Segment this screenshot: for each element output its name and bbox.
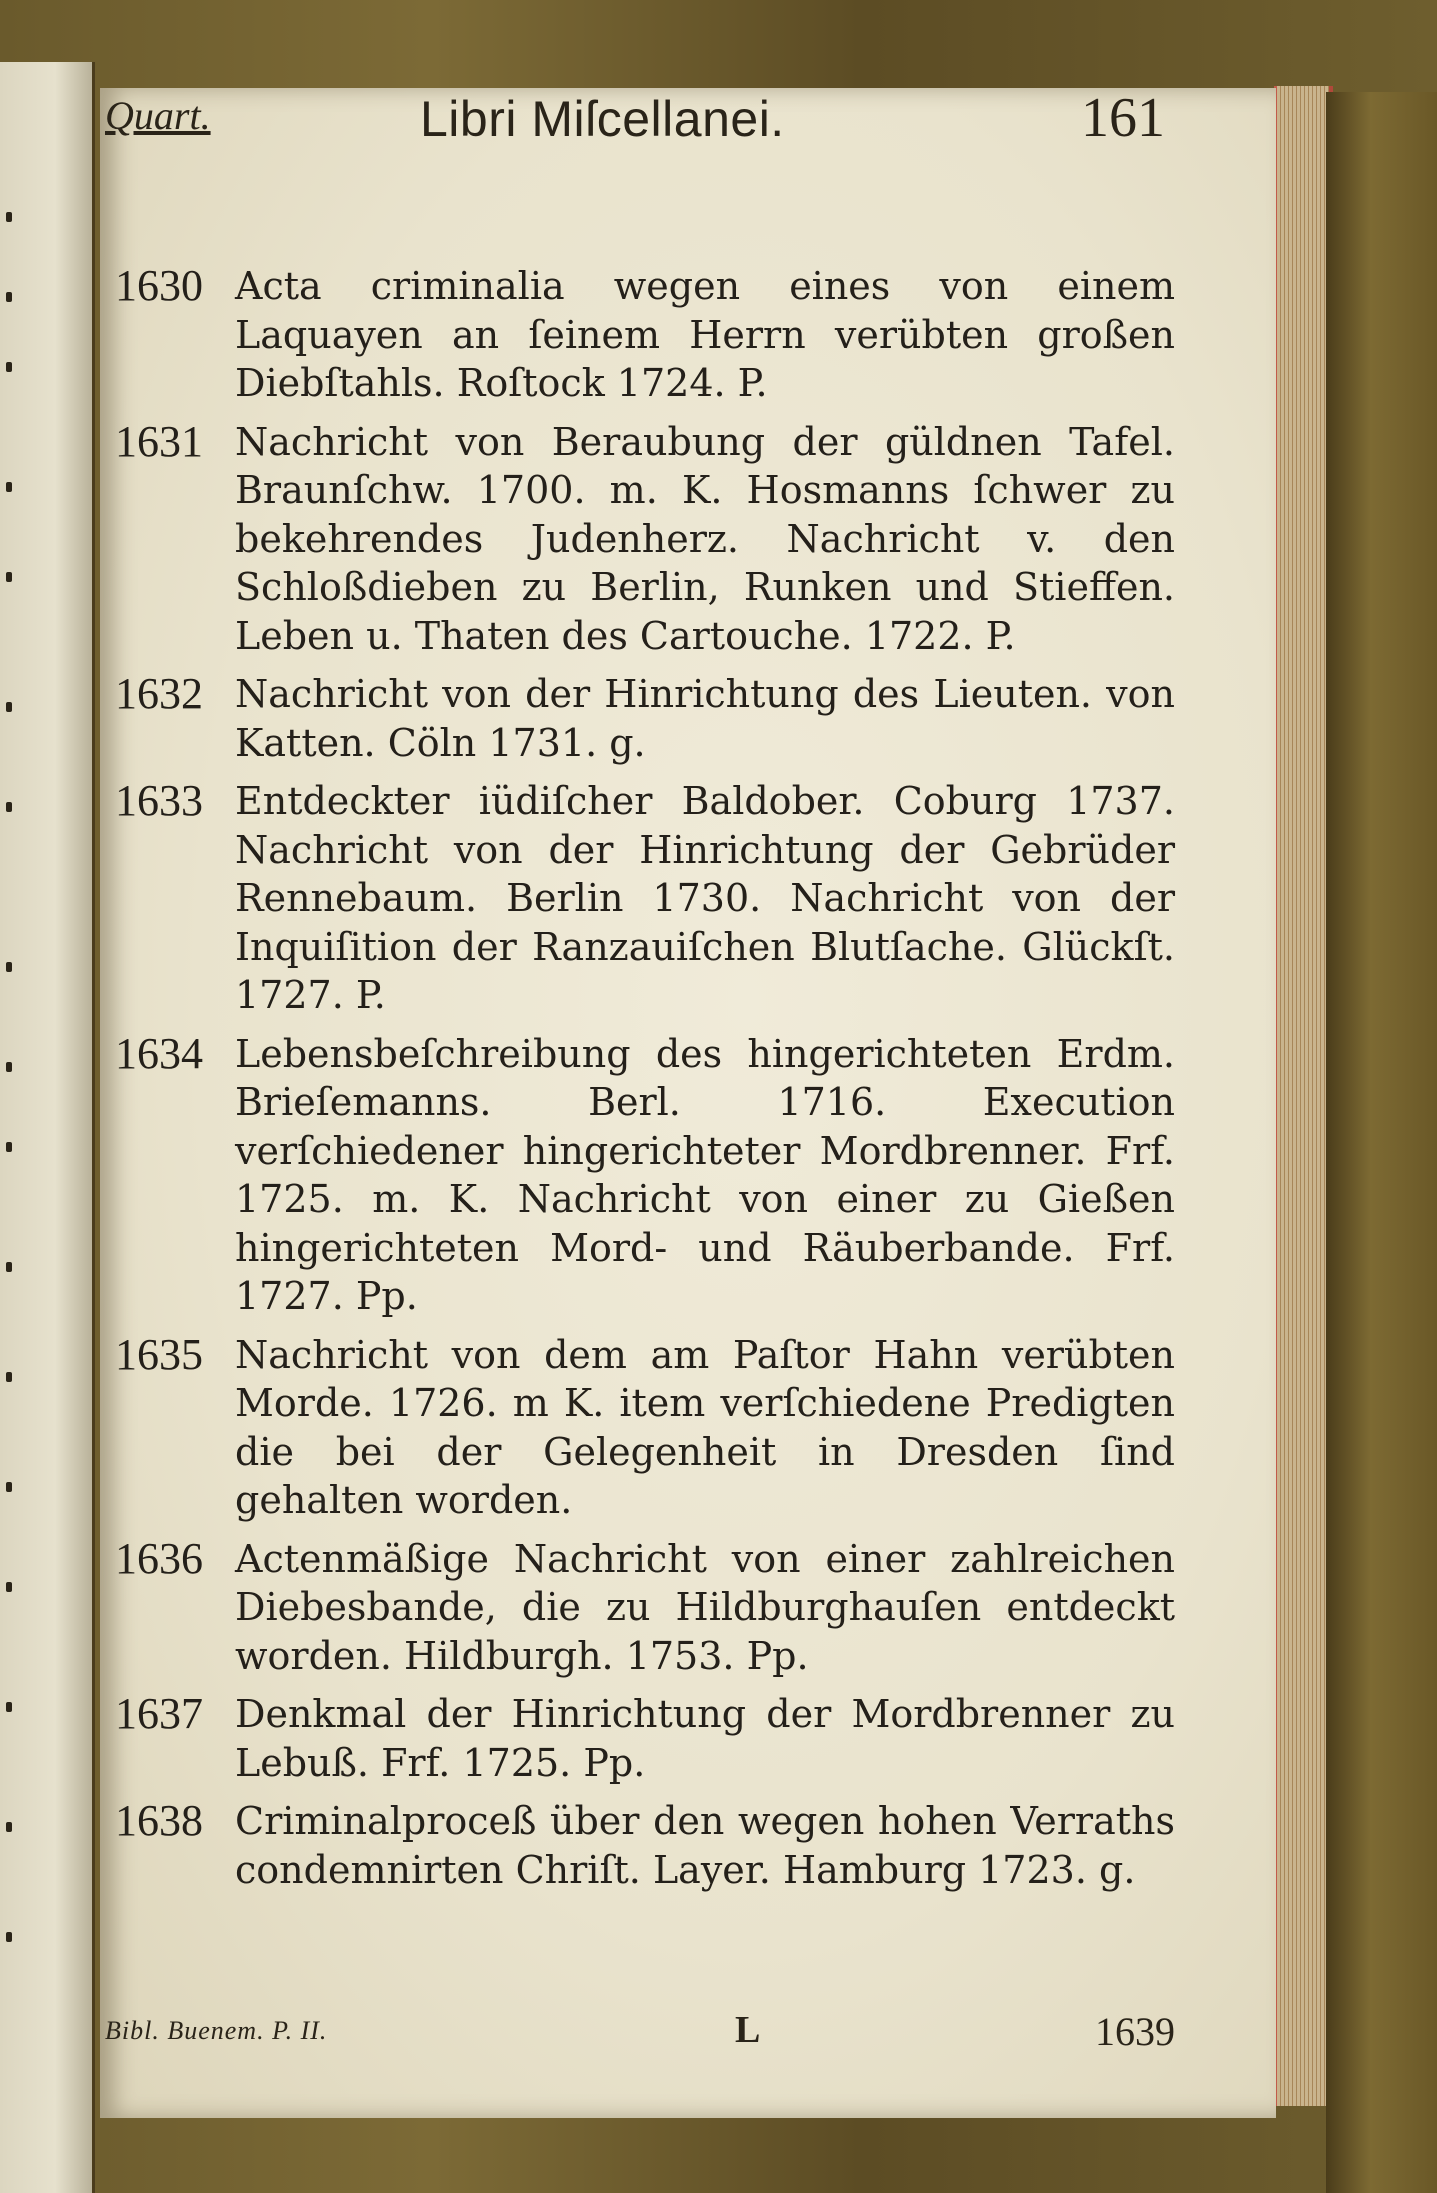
catalog-entry [115,777,1175,1020]
catalog-entries [115,262,1175,1904]
page-header [105,87,1165,172]
catalog-entry [115,1797,1175,1894]
entry-text: Criminalproceß über den wegen hohen Verraths condemnirten Chriſt. Layer. Hamburg 1723. g. [235,1799,1175,1892]
catalog-entry [115,1331,1175,1525]
page-footer [105,2008,1175,2068]
page-number: 161 [1081,87,1165,149]
entry-text: Acta criminalia wegen eines von einem Laquayen an ſeinem Herrn verübten großen Diebſtahls. Roſtock 1724. P. [235,264,1175,405]
entry-text: Nachricht von der Hinrichtung des Lieuten. von Katten. Cöln 1731. g. [235,672,1175,765]
entry-number: 1632 [115,669,203,718]
entry-text: Nachricht von Beraubung der güldnen Tafel. Braunſchw. 1700. m. K. Hosmanns ſchwer zu bekehrendes Judenherz. Nachricht v. den Schloßdieben zu Berlin, Runken und Stieffen. Leben u. Thaten des Cartouche. 1722. P. [235,419,1175,658]
entry-text: Lebensbeſchreibung des hingerichteten Erdm. Brieſemanns. Berl. 1716. Execution verſchiedener hingerichteter Mordbrenner. Frf. 1725. m. K. Nachricht von einer zu Gießen hingerichteten Mord- und Räuberbande. Frf. 1727. Pp. [235,1031,1175,1318]
entry-text: Denkmal der Hinrichtung der Mordbrenner zu Lebuß. Frf. 1725. Pp. [235,1692,1175,1785]
catalog-entry [115,1030,1175,1321]
page-edges [1274,86,1333,2106]
entry-text: Nachricht von dem am Paſtor Hahn verübten Morde. 1726. m K. item verſchiedene Predigten die bei der Gelegenheit in Dresden ſind gehalten worden. [235,1332,1175,1522]
entry-number: 1636 [115,1533,203,1583]
catalog-entry [115,670,1175,767]
entry-number: 1633 [115,776,203,825]
catalog-entry [115,418,1175,661]
running-title: Libri Miſcellanei. [420,91,785,147]
catchword: 1639 [1095,2009,1175,2054]
gathering-mark: L [735,2009,761,2051]
entry-number: 1635 [115,1329,203,1379]
entry-number: 1631 [115,416,203,466]
section-label: Quart. [105,93,211,138]
entry-number: 1637 [115,1689,203,1738]
entry-number: 1638 [115,1796,203,1845]
signature-line: Bibl. Buenem. P. II. [105,2016,328,2045]
entry-number: 1630 [115,261,203,310]
entry-text: Entdeckter iüdiſcher Baldober. Coburg 1737. Nachricht von der Hinrichtung der Gebrüder Rennebaum. Berlin 1730. Nachricht von der Inquiſition der Ranzauiſchen Blutſache. Glückſt. 1727. P. [235,779,1175,1017]
entry-number: 1634 [115,1028,203,1078]
previous-page-edge [0,62,95,2193]
catalog-entry [115,1690,1175,1787]
entry-text: Actenmäßige Nachricht von einer zahlreichen Diebesbande, die zu Hildburghauſen entdeckt worden. Hildburgh. 1753. Pp. [235,1536,1175,1678]
catalog-entry [115,1535,1175,1681]
book-cover [1326,92,1437,2193]
catalog-entry [115,262,1175,408]
